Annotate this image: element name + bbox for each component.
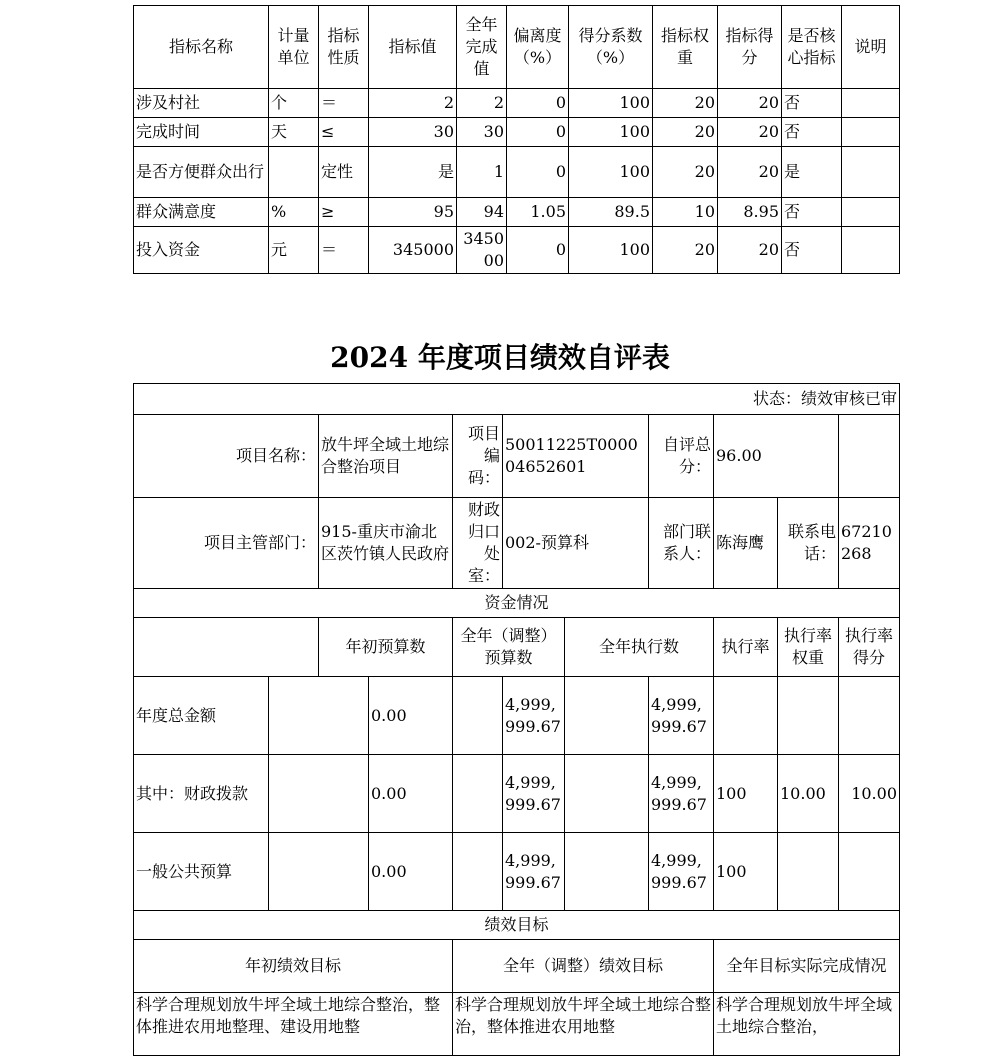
table-row <box>134 677 900 755</box>
dept-label: 项目主管部门： <box>134 498 319 589</box>
funds-header-rate-weight: 执行率权重 <box>778 618 839 677</box>
indicator-name: 涉及村社 <box>134 89 269 118</box>
indicator-score: 20 <box>718 147 782 198</box>
header-cell: 计量单位 <box>269 6 319 89</box>
funds-adjusted: 4,999,999.67 <box>503 755 565 833</box>
indicator-target: 2 <box>369 89 457 118</box>
empty-cell <box>134 618 319 677</box>
funds-section-title: 资金情况 <box>134 589 900 618</box>
empty-cell <box>839 415 900 498</box>
indicator-nature: ＝ <box>319 227 369 274</box>
table-row <box>134 89 900 118</box>
funds-weight <box>778 833 839 911</box>
indicator-core: 否 <box>782 198 842 227</box>
goals-section-title: 绩效目标 <box>134 911 900 940</box>
header-cell: 指标名称 <box>134 6 269 89</box>
indicator-weight: 20 <box>653 118 718 147</box>
indicator-coef: 100 <box>569 89 653 118</box>
header-cell: 指标权重 <box>653 6 718 89</box>
indicator-deviation: 1.05 <box>507 198 569 227</box>
status-badge: 状态：绩效审核已审 <box>134 384 900 415</box>
goals-adjusted-text: 科学合理规划放牛坪全域土地综合整治，整体推进农用地整 <box>453 993 714 1056</box>
funds-initial: 0.00 <box>369 833 453 911</box>
indicator-unit <box>269 147 319 198</box>
indicator-target: 是 <box>369 147 457 198</box>
indicator-unit: 天 <box>269 118 319 147</box>
funds-executed: 4,999,999.67 <box>649 755 714 833</box>
project-info-row <box>134 415 900 498</box>
indicator-actual: 30 <box>457 118 507 147</box>
table-row <box>134 227 900 274</box>
indicator-coef: 100 <box>569 118 653 147</box>
empty-cell <box>269 677 369 755</box>
header-cell: 得分系数（%） <box>569 6 653 89</box>
empty-cell <box>565 677 649 755</box>
indicator-note <box>842 227 900 274</box>
funds-initial: 0.00 <box>369 755 453 833</box>
funds-rate: 100 <box>714 833 778 911</box>
indicator-actual: 2 <box>457 89 507 118</box>
header-cell: 指标得分 <box>718 6 782 89</box>
indicator-deviation: 0 <box>507 147 569 198</box>
indicator-target: 30 <box>369 118 457 147</box>
indicator-weight: 20 <box>653 227 718 274</box>
indicator-table <box>133 5 900 274</box>
funds-header-initial: 年初预算数 <box>319 618 453 677</box>
indicator-name: 投入资金 <box>134 227 269 274</box>
table-row <box>134 833 900 911</box>
self-score-value: 96.00 <box>714 415 839 498</box>
funds-initial: 0.00 <box>369 677 453 755</box>
project-code-value: 50011225T000004652601 <box>503 415 649 498</box>
empty-cell <box>565 833 649 911</box>
indicator-target: 95 <box>369 198 457 227</box>
empty-cell <box>453 755 503 833</box>
phone-label: 联系电话： <box>778 498 839 589</box>
funds-header-rate-score: 执行率得分 <box>839 618 900 677</box>
indicator-actual: 94 <box>457 198 507 227</box>
indicator-deviation: 0 <box>507 227 569 274</box>
funds-adjusted: 4,999,999.67 <box>503 833 565 911</box>
indicator-note <box>842 118 900 147</box>
finance-label: 财政归口处室： <box>453 498 503 589</box>
indicator-coef: 100 <box>569 227 653 274</box>
funds-rate: 100 <box>714 755 778 833</box>
funds-header-row <box>134 618 900 677</box>
funds-row-label: 年度总金额 <box>134 677 269 755</box>
indicator-core: 否 <box>782 227 842 274</box>
indicator-weight: 10 <box>653 198 718 227</box>
indicator-header-row <box>134 6 900 89</box>
indicator-note <box>842 89 900 118</box>
funds-row-label: 其中：财政拨款 <box>134 755 269 833</box>
header-cell: 指标性质 <box>319 6 369 89</box>
dept-value: 915-重庆市渝北区茨竹镇人民政府 <box>319 498 453 589</box>
funds-header-adjusted: 全年（调整）预算数 <box>453 618 565 677</box>
header-cell: 偏离度（%） <box>507 6 569 89</box>
indicator-nature: ≤ <box>319 118 369 147</box>
funds-adjusted: 4,999,999.67 <box>503 677 565 755</box>
empty-cell <box>453 677 503 755</box>
table-row <box>134 755 900 833</box>
indicator-unit: % <box>269 198 319 227</box>
indicator-actual: 345000 <box>457 227 507 274</box>
goals-initial-text: 科学合理规划放牛坪全域土地综合整治，整体推进农用地整理、建设用地整 <box>134 993 453 1056</box>
self-evaluation-form <box>133 383 900 1056</box>
dept-info-row <box>134 498 900 589</box>
indicator-weight: 20 <box>653 147 718 198</box>
indicator-score: 20 <box>718 89 782 118</box>
funds-executed: 4,999,999.67 <box>649 677 714 755</box>
indicator-score: 8.95 <box>718 198 782 227</box>
goals-header-row <box>134 940 900 993</box>
contact-value: 陈海鹰 <box>714 498 778 589</box>
empty-cell <box>565 755 649 833</box>
indicator-deviation: 0 <box>507 89 569 118</box>
indicator-name: 群众满意度 <box>134 198 269 227</box>
header-cell: 说明 <box>842 6 900 89</box>
contact-label: 部门联系人： <box>649 498 714 589</box>
indicator-coef: 89.5 <box>569 198 653 227</box>
project-name-label: 项目名称： <box>134 415 319 498</box>
indicator-actual: 1 <box>457 147 507 198</box>
indicator-note <box>842 198 900 227</box>
indicator-core: 否 <box>782 118 842 147</box>
indicator-unit: 个 <box>269 89 319 118</box>
header-cell: 是否核心指标 <box>782 6 842 89</box>
project-name-value: 放牛坪全域土地综合整治项目 <box>319 415 453 498</box>
goals-actual-text: 科学合理规划放牛坪全域土地综合整治， <box>714 993 900 1056</box>
goals-body-row <box>134 993 900 1056</box>
header-cell: 全年完成值 <box>457 6 507 89</box>
indicator-weight: 20 <box>653 89 718 118</box>
empty-cell <box>453 833 503 911</box>
table-row <box>134 118 900 147</box>
indicator-name: 完成时间 <box>134 118 269 147</box>
header-cell: 指标值 <box>369 6 457 89</box>
phone-value: 67210268 <box>839 498 900 589</box>
funds-score <box>839 677 900 755</box>
indicator-note <box>842 147 900 198</box>
goals-header-initial: 年初绩效目标 <box>134 940 453 993</box>
indicator-core: 是 <box>782 147 842 198</box>
indicator-coef: 100 <box>569 147 653 198</box>
empty-cell <box>269 755 369 833</box>
empty-cell <box>269 833 369 911</box>
indicator-target: 345000 <box>369 227 457 274</box>
indicator-nature: ≥ <box>319 198 369 227</box>
indicator-nature: 定性 <box>319 147 369 198</box>
funds-rate <box>714 677 778 755</box>
goals-header-adjusted: 全年（调整）绩效目标 <box>453 940 714 993</box>
indicator-nature: ＝ <box>319 89 369 118</box>
funds-weight: 10.00 <box>778 755 839 833</box>
funds-header-rate: 执行率 <box>714 618 778 677</box>
self-score-label: 自评总分： <box>649 415 714 498</box>
funds-header-executed: 全年执行数 <box>565 618 714 677</box>
indicator-core: 否 <box>782 89 842 118</box>
indicator-unit: 元 <box>269 227 319 274</box>
project-code-label: 项目编码： <box>453 415 503 498</box>
funds-score: 10.00 <box>839 755 900 833</box>
goals-header-actual: 全年目标实际完成情况 <box>714 940 900 993</box>
funds-row-label: 一般公共预算 <box>134 833 269 911</box>
table-row <box>134 198 900 227</box>
indicator-deviation: 0 <box>507 118 569 147</box>
indicator-score: 20 <box>718 227 782 274</box>
indicator-name: 是否方便群众出行 <box>134 147 269 198</box>
funds-score <box>839 833 900 911</box>
finance-value: 002-预算科 <box>503 498 649 589</box>
funds-weight <box>778 677 839 755</box>
funds-executed: 4,999,999.67 <box>649 833 714 911</box>
indicator-score: 20 <box>718 118 782 147</box>
table-row <box>134 147 900 198</box>
page-title: 2024 年度项目绩效自评表 <box>330 341 670 374</box>
